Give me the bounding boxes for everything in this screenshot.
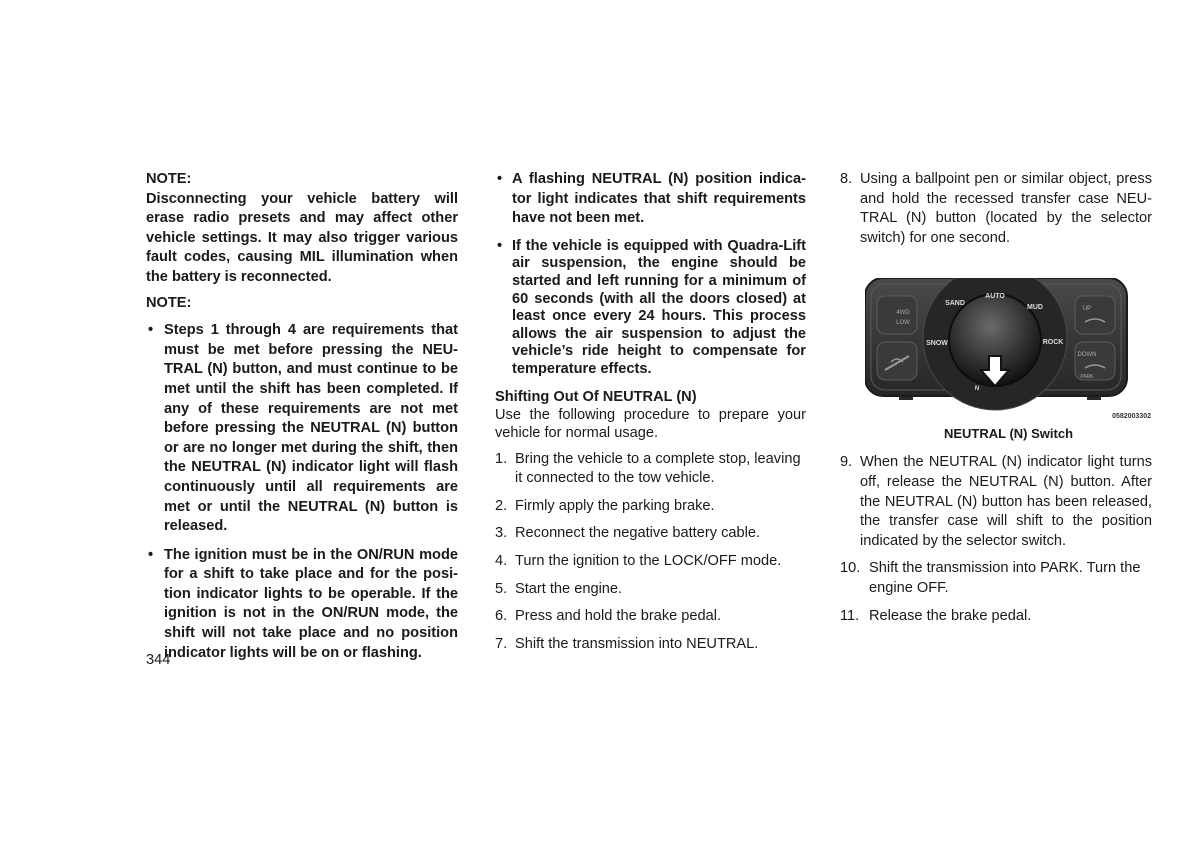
low-label: LOW — [896, 320, 910, 327]
figure-caption: NEUTRAL (N) Switch — [943, 426, 1074, 442]
step-number: 2. — [495, 497, 508, 514]
intro-text: Use the following procedure to prepare your vehicle for normal usage. — [495, 406, 806, 441]
note-heading: NOTE: — [146, 171, 192, 187]
step-text: Bring the vehicle to a complete stop, leaving it connected to the tow vehicle. — [515, 450, 801, 487]
column-1 — [146, 170, 458, 672]
step-text: Press and hold the brake pedal. — [515, 608, 722, 625]
bullet-text: A flashing NEUTRAL (N) position indica-tor light indicates that shift requirements have not been met. — [512, 171, 806, 227]
figure-id: 0582003302 — [1112, 413, 1151, 421]
step-number: 10. — [840, 560, 861, 577]
bullet-text: If the vehicle is equipped with Quadra-Lift air suspension, the engine should be started and left running for a minimum of 60 seconds (with all the doors closed) at least once every 24 hours. This process allows the air suspension to adjust the vehicle’s ride height to compensate for temperature effects. — [512, 237, 806, 377]
step-item — [495, 580, 806, 600]
neutral-switch-figure — [865, 278, 1151, 420]
page-number: 344 — [146, 652, 171, 668]
step-text: Using a ballpoint pen or similar object, press and hold the recessed transfer case NEU-TRAL (N) button (located by the selector switch) for one second. — [860, 171, 1152, 246]
step-number: 1. — [495, 450, 508, 467]
step-number: 8. — [840, 171, 853, 187]
step-text: Start the engine. — [515, 580, 623, 597]
column-2 — [495, 170, 806, 662]
selector-switch-illustration — [865, 278, 1151, 420]
column-3 — [840, 170, 1152, 634]
4wd-label: 4WD — [896, 310, 910, 317]
bullet-dot: • — [497, 237, 503, 254]
step-item — [495, 524, 806, 544]
auto-label: AUTO — [985, 293, 1005, 301]
park-label: PARK — [1080, 374, 1094, 381]
step-item — [840, 559, 1152, 598]
step-text: Reconnect the negative battery cable. — [515, 525, 761, 542]
bullet-text: The ignition must be in the ON/RUN mode for a shift to take place and for the posi-tion indicator lights to be operable. If the ignition is not in the ON/RUN mode, the shift will not take place and no position indicator lights will be on or flashing. — [164, 546, 458, 661]
step-item — [840, 607, 1152, 627]
bullet-item — [495, 238, 806, 379]
down-label: DOWN — [1077, 352, 1097, 359]
step-text: Shift the transmission into PARK. Turn the engine OFF. — [869, 560, 1141, 596]
note-heading: NOTE: — [146, 294, 192, 311]
step-item — [495, 607, 806, 627]
step-text: Turn the ignition to the LOCK/OFF mode. — [515, 552, 782, 569]
bullet-dot: • — [148, 546, 154, 563]
step-item — [495, 552, 806, 572]
mud-label: MUD — [1027, 304, 1043, 312]
step-number: 9. — [840, 454, 853, 471]
up-label: UP — [1082, 306, 1092, 313]
neutral-n-label: N — [974, 386, 980, 393]
rock-label: ROCK — [1042, 339, 1064, 347]
step-number: 11. — [840, 607, 860, 624]
step-number: 3. — [495, 525, 508, 542]
step-text: When the NEUTRAL (N) indicator light turns off, release the NEUTRAL (N) button. After the NEUTRAL (N) button has been released, the transfer case will shift to the position indicated by the selector switch. — [860, 454, 1152, 549]
note-text: Disconnecting your vehicle battery will erase radio presets and may affect other vehicle settings. It may also trigger various fault codes, causing MIL illumination when the battery is reconnected. — [146, 190, 458, 285]
step-item — [495, 450, 806, 489]
step-number: 4. — [495, 552, 508, 569]
section-heading: Shifting Out Of NEUTRAL (N) — [495, 388, 697, 405]
step-item — [495, 497, 806, 517]
snow-label: SNOW — [926, 340, 948, 348]
bullet-dot: • — [148, 322, 154, 339]
step-number: 5. — [495, 580, 508, 597]
step-number: 7. — [495, 635, 508, 652]
step-item — [840, 170, 1152, 248]
step-item — [840, 453, 1152, 551]
bullet-item — [146, 321, 458, 537]
sand-label: SAND — [945, 300, 965, 308]
bullet-text: Steps 1 through 4 are requirements that must be met before pressing the NEU-TRAL (N) button, and must continue to be met until the shift has been completed. If any of these requirements are not met before pressing the NEUTRAL (N) button or are no longer met during the shift, then the NEUTRAL (N) indicator light will flash continuously until all requirements are met or until the NEUTRAL (N) button is released. — [164, 322, 458, 535]
bullet-item — [495, 170, 806, 229]
bullet-item — [146, 546, 458, 664]
bullet-dot: • — [497, 171, 503, 187]
step-text: Release the brake pedal. — [869, 607, 1032, 624]
hill-descent-button — [877, 342, 917, 380]
step-text: Firmly apply the parking brake. — [515, 497, 715, 514]
up-button — [1075, 296, 1115, 334]
step-text: Shift the transmission into NEUTRAL. — [515, 635, 759, 652]
step-item — [495, 635, 806, 655]
step-number: 6. — [495, 608, 508, 625]
